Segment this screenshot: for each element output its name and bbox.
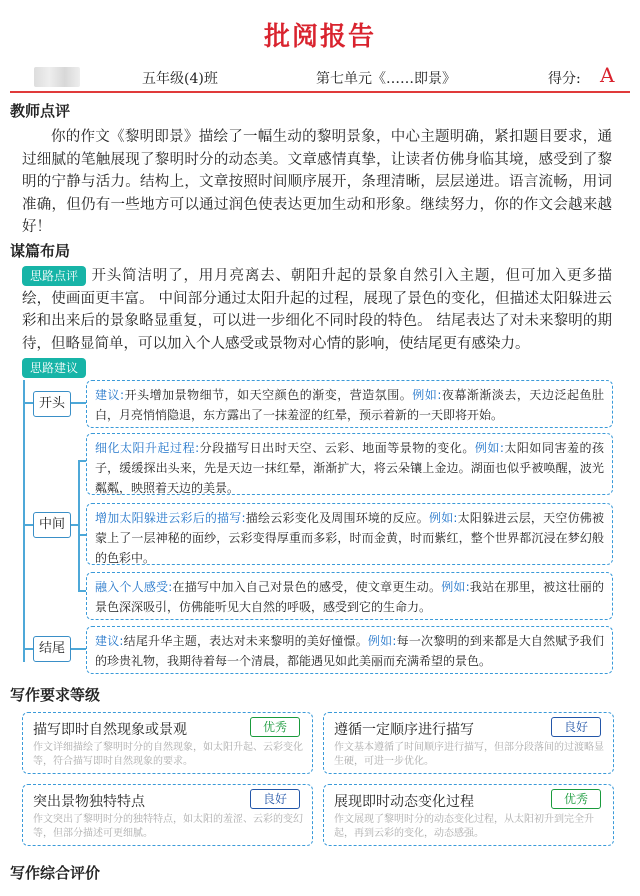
requirement-desc: 作文基本遵循了时间顺序进行描写，但部分段落间的过渡略显生硬，可进一步优化。 (334, 742, 604, 767)
suggestion-card-end (86, 626, 613, 674)
suggestion-card-start (86, 380, 613, 428)
requirement-title: 突出景物独特特点 (33, 794, 145, 810)
card-text: 开头增加景物细节，如天空颜色的渐变，营造氛围。 (124, 388, 413, 402)
grade-badge: 优秀 (551, 789, 601, 809)
tree-branch (70, 648, 86, 650)
overall-title: 写作综合评价 (10, 864, 101, 882)
requirement-card (22, 784, 313, 846)
card-example: 太阳如同害羞的孩子，缓缓探出头来，先是天边一抹红晕，渐渐扩大，将云朵镶上金边。湖面也似乎被唤醒，波光粼粼，映照着天边的美景。 (95, 441, 604, 495)
card-example-key: 例如: (412, 388, 442, 402)
requirement-card (323, 712, 614, 774)
requirement-title: 展现即时动态变化过程 (334, 794, 474, 810)
card-key: 融入个人感受: (95, 580, 173, 594)
card-example: 每一次黎明的到来都是大自然赋予我们的珍贵礼物，我期待着每一个清晨，都能遇见如此美丽而充满希望的景色。 (95, 634, 604, 668)
requirement-title: 遵循一定顺序进行描写 (334, 722, 474, 738)
tree-branch (23, 402, 33, 404)
suggest-tag: 思路建议 (22, 358, 86, 378)
score-label: 得分: (548, 71, 581, 87)
card-example: 夜幕渐渐淡去，天边泛起鱼肚白，月亮悄悄隐退，东方露出了一抹羞涩的红晕，预示着新的一天即将开始。 (95, 388, 604, 422)
unit-name: 第七单元《……即景》 (316, 71, 456, 87)
card-key: 细化太阳升起过程: (95, 441, 200, 455)
requirement-desc: 作文突出了黎明时分的独特特点，如太阳的羞涩、云彩的变幻等，但部分描述可更细腻。 (33, 814, 303, 839)
card-text: 描绘云彩变化及周围环境的反应。 (245, 511, 429, 525)
grade-badge: 优秀 (250, 717, 300, 737)
tree-branch (23, 648, 33, 650)
class-name: 五年级(4)班 (142, 71, 218, 87)
header-divider (10, 91, 630, 93)
info-row (14, 63, 626, 90)
tree-branch (23, 524, 33, 526)
tree-sub-trunk (78, 460, 80, 590)
card-key: 建议: (95, 388, 125, 402)
card-text: 结尾升华主题，表达对未来黎明的美好憧憬。 (123, 634, 368, 648)
card-key: 增加太阳躲进云彩后的描写: (95, 511, 246, 525)
node-start: 开头 (33, 391, 71, 417)
requirement-card (22, 712, 313, 774)
comment-tag: 思路点评 (22, 266, 86, 286)
tree-branch (70, 524, 78, 526)
tree-trunk (23, 380, 25, 662)
node-middle: 中间 (33, 512, 71, 538)
card-example: 我站在那里，被这壮丽的景色深深吸引，仿佛能听见大自然的呼吸，感受到它的生命力。 (95, 580, 604, 614)
layout-comment (22, 265, 612, 355)
tree-branch (78, 590, 86, 592)
requirements-title: 写作要求等级 (10, 686, 101, 704)
report-title: 批阅报告 (263, 22, 376, 52)
requirement-title: 描写即时自然现象或景观 (33, 722, 187, 738)
card-example-key: 例如: (474, 441, 504, 455)
layout-section-title: 谋篇布局 (10, 242, 71, 260)
layout-comment-text: 开头简洁明了，用月亮离去、朝阳升起的景象自然引入主题，但可加入更多描绘，使画面更丰富。 中间部分通过太阳升起的过程，展现了景色的变化，但描述太阳躲进云彩和出来后的景象略显重复，可以进一步细化不同时段的特色。 结尾表达了对未来黎明的期待，但略显简单，可以加入个人感受或景物对心情的影响，使结尾更有感染力。 (22, 268, 613, 352)
card-text: 分段描写日出时天空、云彩、地面等景物的变化。 (199, 441, 475, 455)
tree-branch (78, 534, 86, 536)
card-example: 太阳躲进云层，天空仿佛被蒙上了一层神秘的面纱，云彩变得厚重而多彩，时而金黄，时而紫红，整个世界都沉浸在梦幻般的色彩中。 (95, 511, 604, 565)
card-example-key: 例如: (428, 511, 458, 525)
grade-badge: 良好 (250, 789, 300, 809)
score-value: A (600, 63, 615, 87)
teacher-comment-text: 你的作文《黎明即景》描绘了一幅生动的黎明景象，中心主题明确，紧扣题目要求，通过细腻的笔触展现了黎明时分的动态美。文章感情真挚，让读者仿佛身临其境，感受到了黎明的宁静与活力。结构上，文章按照时间顺序展开，条理清晰，层层递进。语言流畅，用词准确，但仍有一些地方可以通过润色使表达更加生动和形象。继续努力，你的作文会越来越好！ (22, 129, 612, 235)
grade-badge: 良好 (551, 717, 601, 737)
tree-branch (70, 402, 86, 404)
requirement-desc: 作文展现了黎明时分的动态变化过程，从太阳初升到完全升起，再到云彩的变化，动态感强。 (334, 814, 594, 839)
card-example-key: 例如: (367, 634, 397, 648)
card-text: 在描写中加入自己对景色的感受，使文章更生动。 (172, 580, 442, 594)
node-end: 结尾 (33, 636, 71, 662)
tree-branch (78, 460, 86, 462)
suggestion-card-sunrise (86, 433, 613, 495)
card-example-key: 例如: (441, 580, 470, 594)
suggestion-card-clouds (86, 503, 613, 565)
requirement-card (323, 784, 614, 846)
card-key: 建议: (95, 634, 124, 648)
suggestion-card-feeling (86, 572, 613, 620)
requirement-desc: 作文详细描绘了黎明时分的自然现象，如太阳升起、云彩变化等，符合描写即时自然现象的要求。 (33, 742, 303, 767)
student-name-blurred (34, 67, 80, 87)
teacher-comment-title: 教师点评 (10, 102, 71, 120)
